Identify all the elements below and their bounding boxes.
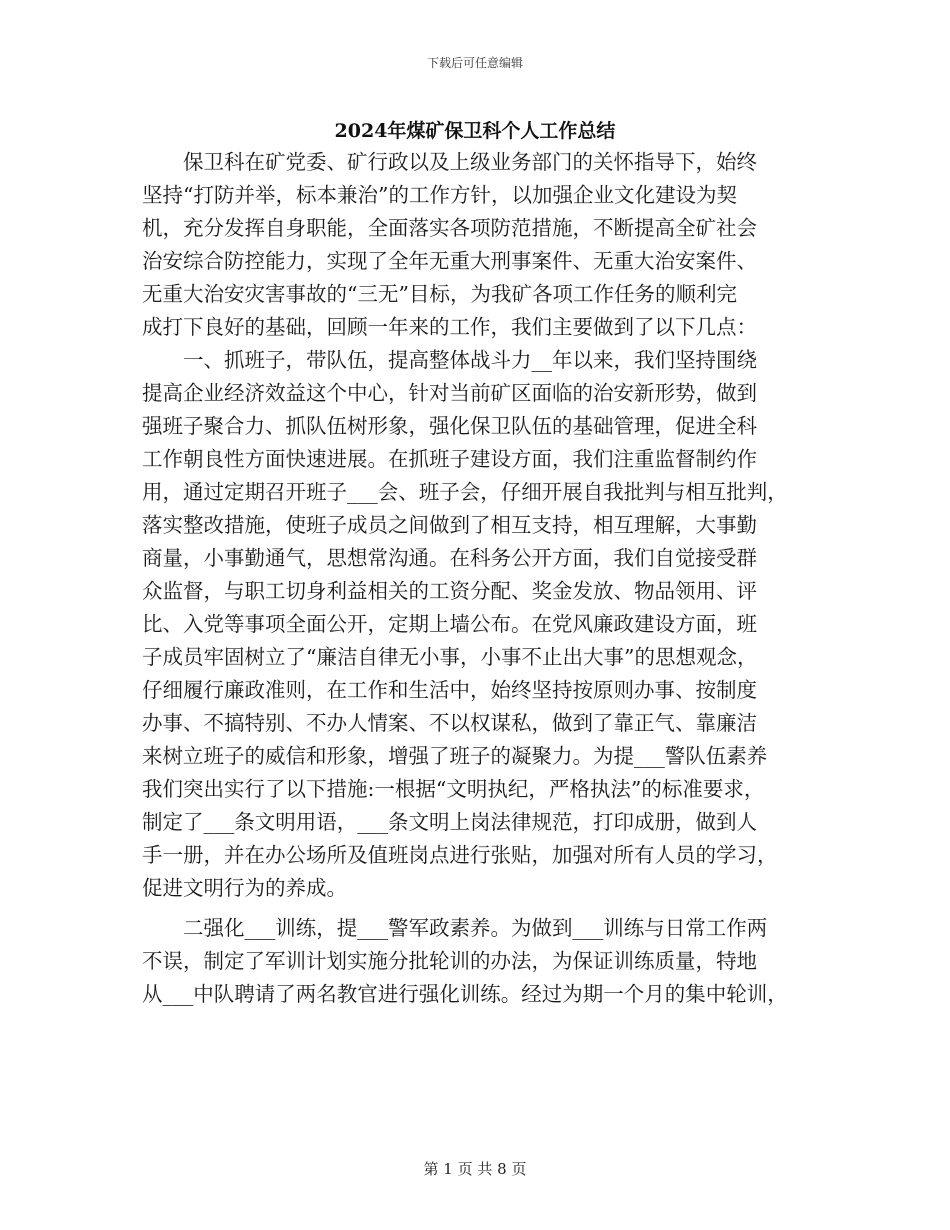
text-line: 促进文明行为的养成。 [142, 876, 347, 900]
text-line: 制定了___条文明用语，___条文明上岗法律规范，打印成册，做到人 [142, 810, 757, 834]
text-line: 用，通过定期召开班子___会、班子会，仔细开展自我批判与相互批判， [142, 480, 788, 504]
text-line: 办事、不搞特别、不办人情案、不以权谋私，做到了靠正气、靠廉洁 [142, 711, 757, 735]
text-line: 治安综合防控能力，实现了全年无重大刑事案件、无重大治安案件、 [142, 249, 757, 273]
text-line: 机，充分发挥自身职能，全面落实各项防范措施，不断提高全矿社会 [142, 216, 757, 240]
text-line: 落实整改措施，使班子成员之间做到了相互支持，相互理解，大事勤 [142, 513, 757, 537]
text-line: 二强化___训练，提___警军政素养。为做到___训练与日常工作两 [183, 916, 768, 940]
text-line: 工作朝良性方面快速进展。在抓班子建设方面，我们注重监督制约作 [142, 447, 757, 471]
text-line: 成打下良好的基础，回顾一年来的工作，我们主要做到了以下几点： [142, 315, 757, 339]
text-line: 一、抓班子，带队伍，提高整体战斗力__年以来，我们坚持围绕 [183, 348, 757, 372]
text-line: 坚持“打防并举，标本兼治”的工作方针，以加强企业文化建设为契 [142, 183, 737, 207]
document-body [142, 146, 817, 1011]
text-line: 众监督，与职工切身利益相关的工资分配、奖金发放、物品领用、评 [142, 579, 757, 603]
text-line: 无重大治安灾害事故的“三无”目标，为我矿各项工作任务的顺利完 [142, 282, 737, 306]
header-note: 下载后可任意编辑 [426, 56, 523, 70]
text-line: 保卫科在矿党委、矿行政以及上级业务部门的关怀指导下，始终 [183, 150, 757, 174]
paragraph [142, 146, 817, 344]
text-line: 我们突出实行了以下措施:一根据“文明执纪，严格执法”的标准要求， [142, 777, 765, 801]
text-line: 仔细履行廉政准则，在工作和生活中，始终坚持按原则办事、按制度 [142, 678, 757, 702]
paragraph-gap [142, 905, 817, 912]
paragraph [142, 344, 817, 905]
page-footer: 第 1 页 共 8 页 [423, 1160, 527, 1178]
text-line: 商量，小事勤通气，思想常沟通。在科务公开方面，我们自觉接受群 [142, 546, 757, 570]
text-line: 强班子聚合力、抓队伍树形象，强化保卫队伍的基础管理，促进全科 [142, 414, 757, 438]
paragraph [142, 912, 817, 1011]
text-line: 来树立班子的威信和形象，增强了班子的凝聚力。为提___警队伍素养 [142, 744, 768, 768]
document-title: 2024年煤矿保卫科个人工作总结 [334, 120, 616, 142]
text-line: 提高企业经济效益这个中心，针对当前矿区面临的治安新形势，做到 [142, 381, 757, 405]
text-line: 子成员牢固树立了“廉洁自律无小事，小事不止出大事”的思想观念， [142, 645, 758, 669]
text-line: 从___中队聘请了两名教官进行强化训练。经过为期一个月的集中轮训， [142, 982, 788, 1006]
text-line: 不误，制定了军训计划实施分批轮训的办法，为保证训练质量，特地 [142, 949, 757, 973]
text-line: 手一册，并在办公场所及值班岗点进行张贴，加强对所有人员的学习， [142, 843, 778, 867]
text-line: 比、入党等事项全面公开，定期上墙公布。在党风廉政建设方面，班 [142, 612, 757, 636]
